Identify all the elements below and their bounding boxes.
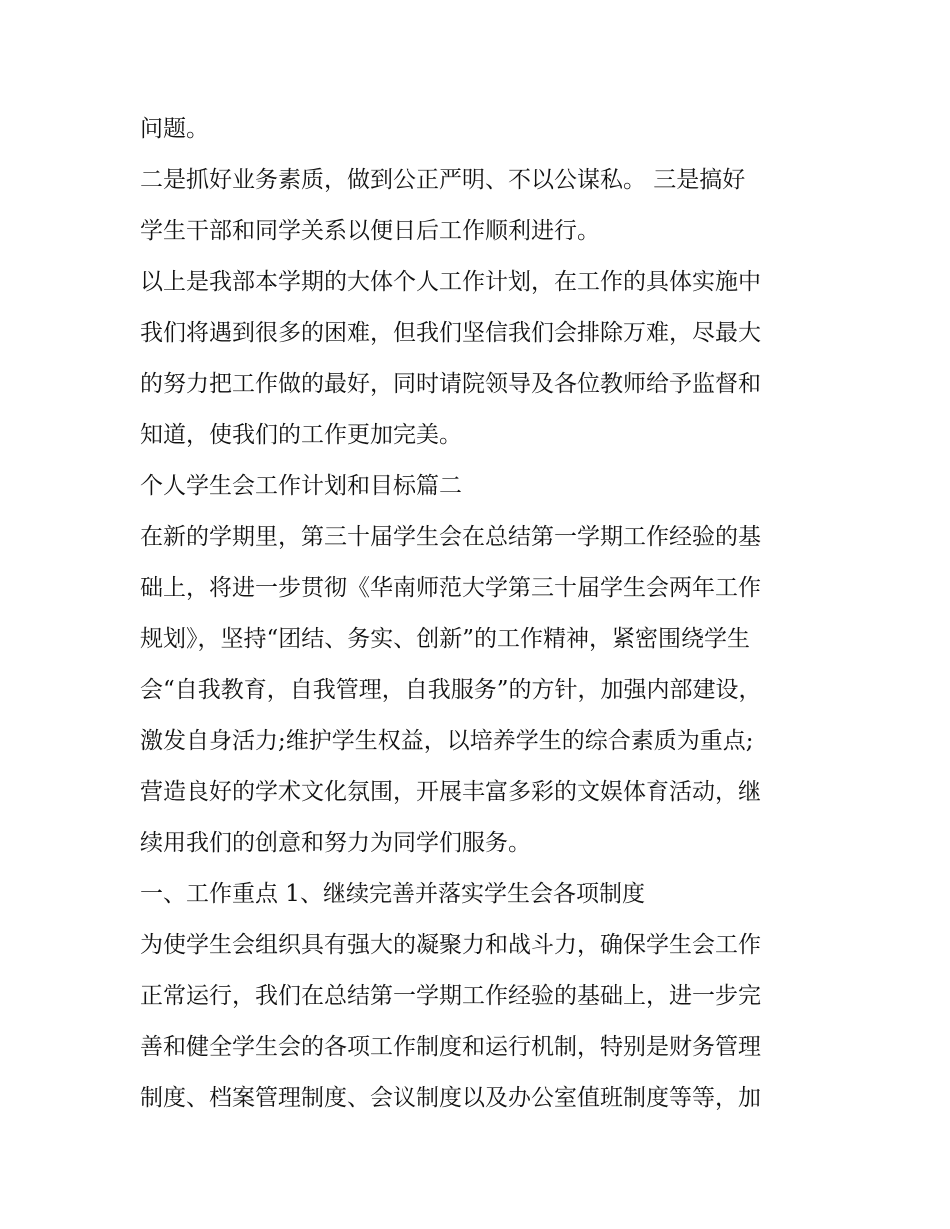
text-line: 学生干部和同学关系以便日后工作顺利进行。: [140, 218, 600, 244]
section-heading: 一、工作重点 1、继续完善并落实学生会各项制度: [140, 881, 645, 907]
text-line: 以上是我部本学期的大体个人工作计划，在工作的具体实施中: [140, 269, 761, 295]
text-line: 续用我们的创意和努力为同学们服务。: [140, 830, 531, 856]
text-line: 会“自我教育，自我管理，自我服务”的方针，加强内部建设，: [140, 677, 762, 703]
text-line: 在新的学期里，第三十届学生会在总结第一学期工作经验的基: [140, 524, 761, 550]
section-heading: 个人学生会工作计划和目标篇二: [140, 473, 462, 499]
text-line: 我们将遇到很多的困难，但我们坚信我们会排除万难，尽最大: [140, 320, 761, 346]
text-line: 规划》，坚持“团结、务实、创新”的工作精神，紧密围绕学生: [140, 626, 751, 652]
text-line: 营造良好的学术文化氛围，开展丰富多彩的文娱体育活动，继: [140, 779, 761, 805]
text-line: 础上，将进一步贯彻《华南师范大学第三十届学生会两年工作: [140, 575, 761, 601]
text-line: 的努力把工作做的最好，同时请院领导及各位教师给予监督和: [140, 371, 761, 397]
text-line: 制度、档案管理制度、会议制度以及办公室值班制度等等，加: [140, 1085, 761, 1111]
text-line: 为使学生会组织具有强大的凝聚力和战斗力，确保学生会工作: [140, 932, 761, 958]
text-line: 问题。: [140, 116, 209, 142]
text-line: 善和健全学生会的各项工作制度和运行机制，特别是财务管理: [140, 1034, 761, 1060]
text-line: 知道，使我们的工作更加完美。: [140, 422, 462, 448]
text-line: 正常运行，我们在总结第一学期工作经验的基础上，进一步完: [140, 983, 761, 1009]
text-line: 二是抓好业务素质，做到公正严明、不以公谋私。 三是搞好: [140, 167, 746, 193]
text-line: 激发自身活力;维护学生权益，以培养学生的综合素质为重点;: [140, 728, 754, 754]
